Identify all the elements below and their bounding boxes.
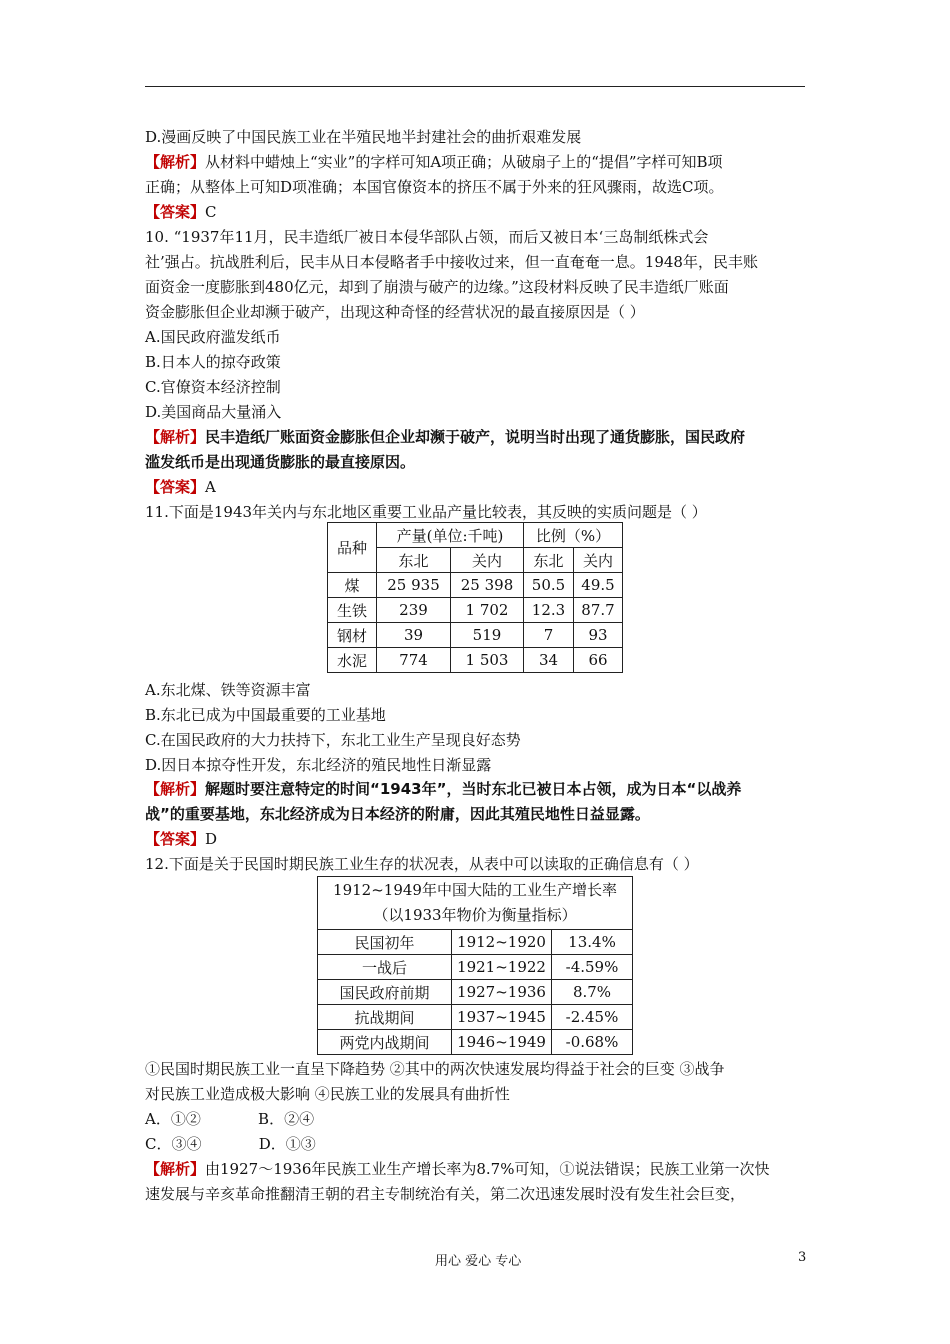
option-d: D.美国商品大量涌入: [145, 403, 282, 421]
answer-tag: 【答案】: [145, 830, 206, 848]
table-cell: 93: [574, 623, 623, 648]
table-cell: 钢材: [328, 623, 377, 648]
analysis-tag: 【解析】: [145, 153, 206, 171]
table-header: 品种: [328, 523, 377, 573]
option-b: B.日本人的掠夺政策: [145, 353, 281, 371]
table-row: [318, 980, 633, 1005]
table-subheader: 东北: [377, 548, 451, 573]
table-cell: 87.7: [574, 598, 623, 623]
analysis-text: 民丰造纸厂账面资金膨胀但企业却濒于破产，说明当时出现了通货膨胀，国民政府: [205, 428, 746, 446]
option-d-prev: D.漫画反映了中国民族工业在半殖民地半封建社会的曲折艰难发展: [145, 128, 582, 146]
table-cell: -0.68%: [552, 1030, 633, 1055]
options-ab: A．①② B．②④: [145, 1110, 315, 1128]
table-cell: 两党内战期间: [318, 1030, 452, 1055]
table-title-line2: （以1933年物价为衡量指标）: [373, 906, 577, 924]
statements-line2: 对民族工业造成极大影响 ④民族工业的发展具有曲折性: [145, 1085, 510, 1103]
analysis-10-cont: 滥发纸币是出现通货膨胀的最直接原因。: [145, 453, 416, 471]
table-row: [318, 1030, 633, 1055]
answer-9: [145, 202, 217, 222]
analysis-9-cont: 正确；从整体上可知D项准确；本国官僚资本的挤压不属于外来的狂风骤雨，故选C项。: [145, 178, 724, 196]
option-a: A.东北煤、铁等资源丰富: [145, 681, 311, 699]
analysis-9: [145, 152, 723, 172]
table-cell: 49.5: [574, 573, 623, 598]
table-cell: 66: [574, 648, 623, 673]
table-cell: 民国初年: [318, 930, 452, 955]
analysis-text: 由1927～1936年民族工业生产增长率为8.7%可知，①说法错误；民族工业第一次快: [205, 1160, 770, 1178]
table-title-line1: 1912~1949年中国大陆的工业生产增长率: [333, 881, 617, 899]
table-header: 产量(单位:千吨): [377, 523, 524, 548]
table-cell: 13.4%: [552, 930, 633, 955]
table-11: [327, 522, 623, 673]
table-cell: 水泥: [328, 648, 377, 673]
analysis-11-cont: 战”的重要基地，东北经济成为日本经济的附庸，因此其殖民地性日益显露。: [145, 805, 650, 823]
table-cell: 国民政府前期: [318, 980, 452, 1005]
option-b: B.东北已成为中国最重要的工业基地: [145, 706, 386, 724]
table-cell: 抗战期间: [318, 1005, 452, 1030]
question-10-line3: 面资金一度膨胀到480亿元，却到了崩溃与破产的边缘。”这段材料反映了民丰造纸厂账面: [145, 278, 729, 296]
table-cell: 34: [524, 648, 574, 673]
option-d: D.因日本掠夺性开发，东北经济的殖民地性日渐显露: [145, 756, 492, 774]
table-cell: 煤: [328, 573, 377, 598]
table-row: [328, 573, 623, 598]
table-row: [318, 1005, 633, 1030]
table-cell: 774: [377, 648, 451, 673]
analysis-tag: 【解析】: [145, 780, 206, 798]
analysis-10: [145, 427, 745, 447]
analysis-tag: 【解析】: [145, 428, 206, 446]
table-12: [317, 876, 633, 1055]
table-cell: 1 503: [451, 648, 524, 673]
page-number: 3: [798, 1250, 807, 1265]
question-10-line2: 社’强占。抗战胜利后，民丰从日本侵略者手中接收过来，但一直奄奄一息。1948年，民丰账: [145, 253, 758, 271]
option-a: A.国民政府滥发纸币: [145, 328, 281, 346]
table-cell: 生铁: [328, 598, 377, 623]
table-header: 比例（%）: [524, 523, 623, 548]
table-cell: 一战后: [318, 955, 452, 980]
table-cell: 519: [451, 623, 524, 648]
table-cell: 1927~1936: [452, 980, 552, 1005]
table-cell: 12.3: [524, 598, 574, 623]
table-subheader: 关内: [574, 548, 623, 573]
analysis-11: [145, 779, 741, 799]
table-cell: 1912~1920: [452, 930, 552, 955]
header-rule: [145, 86, 805, 87]
table-subheader: 关内: [451, 548, 524, 573]
option-c: C.在国民政府的大力扶持下，东北工业生产呈现良好态势: [145, 731, 521, 749]
analysis-text: 解题时要注意特定的时间“1943年”，当时东北已被日本占领，成为日本“以战养: [205, 780, 742, 798]
answer-11: [145, 829, 217, 849]
analysis-12-cont: 速发展与辛亥革命推翻清王朝的君主专制统治有关，第二次迅速发展时没有发生社会巨变，: [145, 1185, 746, 1203]
table-row: [318, 930, 633, 955]
table-cell: -4.59%: [552, 955, 633, 980]
table-cell: 39: [377, 623, 451, 648]
table-cell: 25 935: [377, 573, 451, 598]
table-cell: 1921~1922: [452, 955, 552, 980]
question-10-line4: 资金膨胀但企业却濒于破产，出现这种奇怪的经营状况的最直接原因是（ ）: [145, 303, 645, 321]
answer-text: C: [205, 203, 217, 221]
answer-tag: 【答案】: [145, 478, 206, 496]
table-cell: 7: [524, 623, 574, 648]
question-10-line1: 10. “1937年11月，民丰造纸厂被日本侵华部队占领，而后又被日本‘三岛制纸株式会: [145, 228, 709, 246]
options-cd: C．③④ D．①③: [145, 1135, 316, 1153]
table-cell: 1 702: [451, 598, 524, 623]
analysis-text: 从材料中蜡烛上“实业”的字样可知A项正确；从破扇子上的“提倡”字样可知B项: [205, 153, 723, 171]
table-cell: 50.5: [524, 573, 574, 598]
option-c: C.官僚资本经济控制: [145, 378, 281, 396]
answer-text: D: [205, 830, 218, 848]
question-12: 12.下面是关于民国时期民族工业生存的状况表，从表中可以读取的正确信息有（ ）: [145, 855, 699, 873]
answer-10: [145, 477, 216, 497]
answer-tag: 【答案】: [145, 203, 206, 221]
footer-motto: 用心 爱心 专心: [435, 1254, 522, 1269]
table-subheader: 东北: [524, 548, 574, 573]
table-cell: 1937~1945: [452, 1005, 552, 1030]
statements-line1: ①民国时期民族工业一直呈下降趋势 ②其中的两次快速发展均得益于社会的巨变 ③战争: [145, 1060, 725, 1078]
table-title: [318, 877, 633, 930]
table-cell: 25 398: [451, 573, 524, 598]
table-cell: 239: [377, 598, 451, 623]
table-row: [328, 598, 623, 623]
table-cell: 1946~1949: [452, 1030, 552, 1055]
table-cell: 8.7%: [552, 980, 633, 1005]
analysis-tag: 【解析】: [145, 1160, 206, 1178]
table-row: [318, 955, 633, 980]
table-cell: -2.45%: [552, 1005, 633, 1030]
analysis-12: [145, 1159, 769, 1179]
table-row: [328, 648, 623, 673]
question-11: 11.下面是1943年关内与东北地区重要工业品产量比较表，其反映的实质问题是（ ）: [145, 503, 707, 521]
table-row: [328, 623, 623, 648]
answer-text: A: [205, 478, 216, 496]
